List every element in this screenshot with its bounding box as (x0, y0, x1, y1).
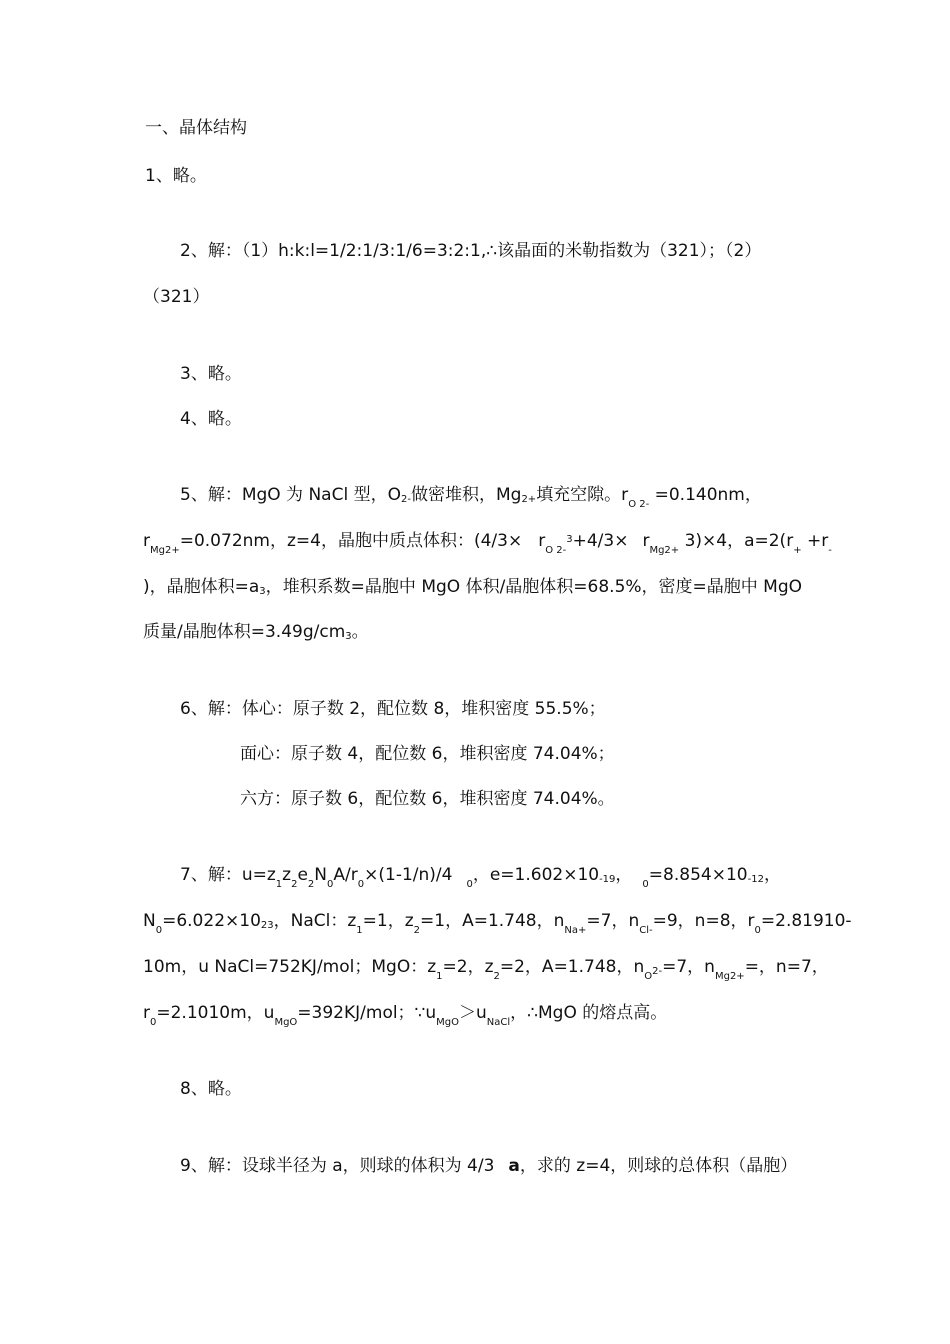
subscript: 0 (155, 925, 163, 936)
text-run: =2.1010m，u (156, 1003, 275, 1023)
text-run: ，堆积系数=晶胞中 MgO 体积/晶胞体积=68.5%，密度=晶胞中 MgO (265, 577, 803, 597)
superscript: 3 (566, 534, 573, 545)
subscript: 1 (356, 925, 363, 936)
text-run: 10m，u NaCl=752KJ/mol；MgO：z (143, 957, 437, 977)
text-run: ，NaCl：z (273, 911, 357, 931)
subscript: MgO (274, 1017, 298, 1028)
text-run: 3)×4，a=2(r (679, 531, 794, 551)
text-run: =1，z (362, 911, 414, 931)
answer-4: 4、略。 (180, 409, 242, 429)
subscript: 1 (436, 971, 443, 982)
subscript: O 2- (628, 499, 650, 510)
text-run: =0.140nm， (649, 485, 762, 505)
subscript: + (793, 545, 802, 556)
superscript: 2- (400, 494, 411, 505)
text-run: ，求的 z=4，则球的总体积（晶胞） (519, 1156, 798, 1176)
text-run: a (508, 1156, 520, 1176)
text-run: =7，n (586, 911, 640, 931)
answer-7-line-1 (180, 864, 781, 889)
text-run: N (143, 911, 156, 931)
subscript: 2 (307, 879, 315, 890)
text-run: =2.81910- (760, 911, 852, 931)
subscript: - (828, 545, 832, 556)
subscript: Mg2+ (714, 971, 745, 982)
subscript: 3 (345, 631, 352, 642)
text-run: 5、解：MgO 为 NaCl 型，O (180, 485, 401, 505)
text-run: 7、解：u=z (180, 865, 276, 885)
subscript: 0 (327, 879, 334, 890)
text-run: ，e=1.602×10 (472, 865, 600, 885)
subscript: O 2- (545, 545, 567, 556)
text-run: =8.854×10 (648, 865, 748, 885)
subscript: O (644, 971, 653, 982)
text-run: =，n=7， (744, 957, 829, 977)
text-run: +r (801, 531, 829, 551)
text-run: =7，n (662, 957, 715, 977)
subscript: 0 (150, 1017, 157, 1028)
text-run: ， (615, 865, 633, 885)
text-run: =2，z (442, 957, 494, 977)
text-run: r (538, 531, 546, 551)
subscript: 1 (275, 879, 283, 890)
subscript: 0 (357, 879, 365, 890)
subscript: 0 (754, 925, 761, 936)
superscript: 3 (259, 586, 266, 597)
text-run: e (297, 865, 308, 885)
answer-9-line-1 (180, 1155, 797, 1177)
superscript: 2+ (521, 494, 537, 505)
answer-7-line-4 (143, 1002, 667, 1027)
text-run: =0.072nm，z=4，晶胞中质点体积：(4/3× (179, 531, 523, 551)
text-run: =9，n=8，r (652, 911, 755, 931)
text-run: ，∴MgO 的熔点高。 (510, 1003, 668, 1023)
superscript: -19 (599, 874, 616, 885)
answer-6-line-2: 面心：原子数 4，配位数 6，堆积密度 74.04%； (240, 744, 615, 764)
text-run: ×(1-1/n)/4 (364, 865, 453, 885)
text-run: =1，A=1.748，n (420, 911, 565, 931)
subscript: 0 (466, 879, 473, 890)
text-run: A/r (333, 865, 358, 885)
answer-7-line-2 (143, 910, 852, 935)
text-run: 填充空隙。r (536, 485, 629, 505)
subscript: NaCl (486, 1017, 511, 1028)
subscript: Mg2+ (649, 545, 680, 556)
answer-6-line-3: 六方：原子数 6，配位数 6，堆积密度 74.04%。 (240, 789, 615, 809)
answer-2-line-1: 2、解：（1）h:k:l=1/2:1/3:1/6=3:2:1,∴该晶面的米勒指数为（321）；（2） (180, 241, 762, 261)
superscript: 23 (260, 920, 274, 931)
subscript: Mg2+ (150, 545, 180, 556)
superscript: 2- (652, 966, 663, 977)
answer-1: 1、略。 (145, 166, 207, 186)
text-run: r (642, 531, 650, 551)
subscript: 2 (291, 879, 298, 890)
text-run: 。 (351, 622, 369, 642)
text-run: )，晶胞体积=a (143, 577, 260, 597)
subscript: 0 (642, 879, 649, 890)
text-run: 9、解：设球半径为 a，则球的体积为 4/3 (180, 1156, 495, 1176)
answer-6-line-1: 6、解：体心：原子数 2，配位数 8，堆积密度 55.5%； (180, 699, 606, 719)
answer-2-line-2: （321） (143, 287, 210, 307)
answer-5-line-2 (143, 530, 832, 555)
subscript: 2 (413, 925, 421, 936)
text-run: ＞u (459, 1003, 487, 1023)
text-run: 做密堆积，Mg (410, 485, 522, 505)
section-heading: 一、晶体结构 (145, 118, 247, 138)
subscript: MgO (436, 1017, 460, 1028)
text-run: z (282, 865, 292, 885)
text-run: ， (763, 865, 781, 885)
subscript: Na+ (564, 925, 587, 936)
text-run: +4/3× (572, 531, 629, 551)
superscript: -12 (747, 874, 764, 885)
text-run: =2，A=1.748，n (499, 957, 645, 977)
text-run: =392KJ/mol；∵u (297, 1003, 437, 1023)
answer-8: 8、略。 (180, 1079, 242, 1099)
answer-5-line-4 (143, 621, 369, 646)
subscript: Cl- (639, 925, 653, 936)
answer-5-line-3 (143, 576, 802, 601)
text-run: r (143, 1003, 150, 1023)
subscript: 2 (493, 971, 500, 982)
answer-5-line-1 (180, 484, 762, 509)
answer-7-line-3 (143, 956, 829, 981)
text-run: 质量/晶胞体积=3.49g/cm (143, 622, 346, 642)
answer-3: 3、略。 (180, 364, 242, 384)
text-run: r (143, 531, 150, 551)
text-run: N (314, 865, 328, 885)
text-run: =6.022×10 (162, 911, 261, 931)
